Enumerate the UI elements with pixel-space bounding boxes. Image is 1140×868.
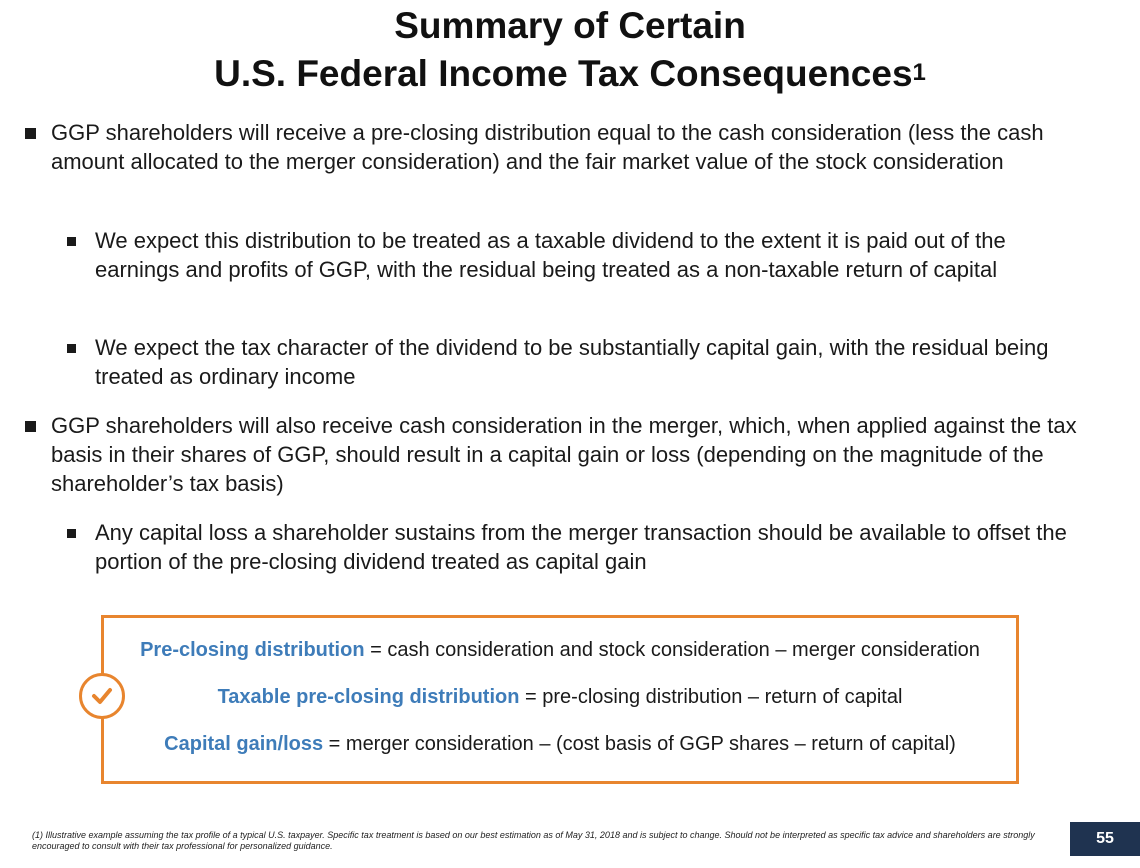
page-number: 55 — [1096, 830, 1114, 847]
square-bullet-icon — [25, 128, 36, 139]
page-number-badge — [1070, 822, 1140, 856]
formula-expression: = pre-closing distribution – return of capital — [519, 686, 903, 708]
slide-title — [0, 2, 1140, 103]
bullet-text: GGP shareholders will receive a pre-closing distribution equal to the cash consideration (less the cash amount allocated to the merger consideration) and the fair market value of the stock consideration — [51, 120, 1044, 174]
title-footnote-marker: 1 — [912, 59, 926, 86]
formula-term: Pre-closing distribution — [140, 639, 365, 661]
bullet-text: Any capital loss a shareholder sustains from the merger transaction should be available to offset the portion of the pre-closing dividend treated as capital gain — [95, 520, 1067, 574]
bullet-text: GGP shareholders will also receive cash consideration in the merger, which, when applied against the tax basis in their shares of GGP, should result in a capital gain or loss (depending on the magnitude of the shareholder’s tax basis) — [51, 413, 1077, 496]
sub-bullet-item — [95, 333, 1105, 391]
formula-expression: = cash consideration and stock consideration – merger consideration — [364, 639, 980, 661]
formula-line — [101, 731, 1019, 757]
footnote: (1) Illustrative example assuming the tax profile of a typical U.S. taxpayer. Specific tax treatment is based on our best estimation as of May 31, 2018 and is subject to change. Should not be interpreted as specific tax advice and shareholders are strongly encouraged to consult with their tax professional for personalized guidance. — [32, 830, 1035, 851]
bullet-text: We expect the tax character of the dividend to be substantially capital gain, with the residual being treated as ordinary income — [95, 335, 1049, 389]
title-line-2 — [0, 50, 1140, 103]
bullet-text: We expect this distribution to be treated as a taxable dividend to the extent it is paid out of the earnings and profits of GGP, with the residual being treated as a non-taxable return of capital — [95, 228, 1006, 282]
square-bullet-icon — [67, 529, 76, 538]
formula-line — [101, 684, 1019, 710]
square-bullet-icon — [67, 344, 76, 353]
title-line-2-text: U.S. Federal Income Tax Consequences — [214, 53, 913, 94]
formula-term: Capital gain/loss — [164, 733, 324, 755]
title-line-1: Summary of Certain — [394, 5, 746, 46]
formula-expression: = merger consideration – (cost basis of GGP shares – return of capital) — [323, 733, 956, 755]
bullet-item — [51, 411, 1111, 498]
sub-bullet-item — [95, 226, 1095, 284]
formula-term: Taxable pre-closing distribution — [217, 686, 520, 708]
bullet-item — [51, 118, 1111, 176]
sub-bullet-item — [95, 518, 1095, 576]
formula-line — [101, 637, 1019, 663]
square-bullet-icon — [25, 421, 36, 432]
square-bullet-icon — [67, 237, 76, 246]
